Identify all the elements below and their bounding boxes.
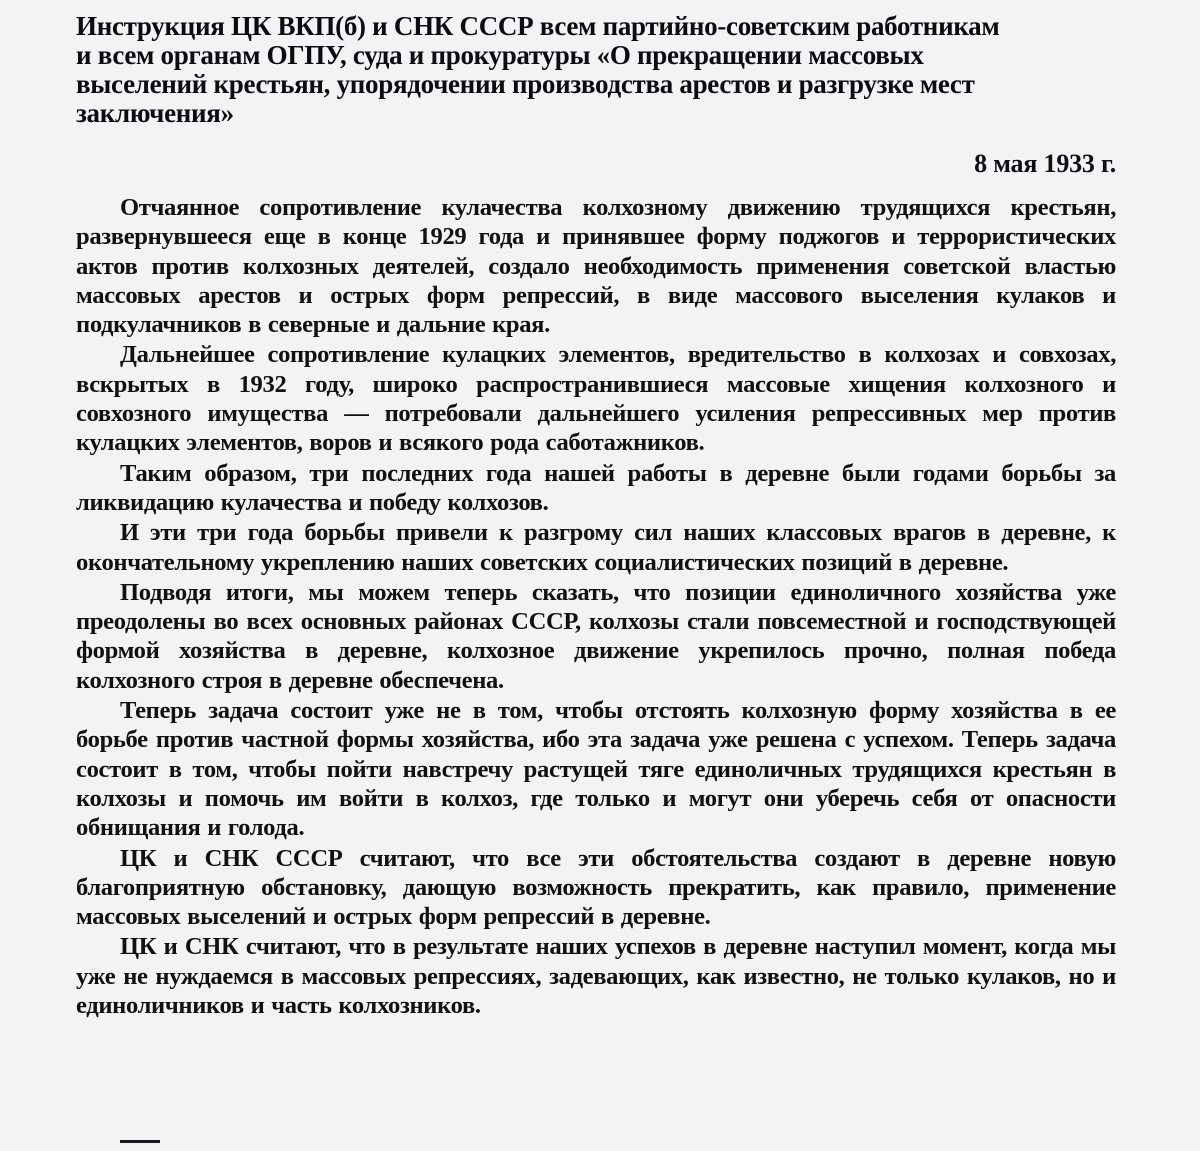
paragraph: Отчаянное сопротивление кулачества колхозному движению трудящихся крестьян, развернувшееся еще в конце 1929 года и принявшее форму поджогов и террористических актов против колхозных деятелей, создало необходимость применения советской властью массовых арестов и острых форм репрессий, в виде массового выселения кулаков и подкулачников в северные и дальние края. [76, 194, 1116, 339]
paragraph: Теперь задача состоит уже не в том, чтобы отстоять колхозную форму хозяйства в ее борьбе против частной формы хозяйства, ибо эта задача уже решена с успехом. Теперь задача состоит в том, чтобы пойти навстречу растущей тяге единоличных трудящихся крестьян в колхозы и помочь им войти в колхоз, где только и могут они уберечь себя от опасности обнищания и голода. [76, 697, 1116, 842]
paragraph: И эти три года борьбы привели к разгрому сил наших классовых врагов в деревне, к окончательному укреплению наших советских социалистических позиций в деревне. [76, 519, 1116, 576]
document-body [76, 193, 1116, 1020]
document-page [76, 12, 1116, 1020]
document-date: 8 мая 1933 г. [974, 149, 1116, 178]
paragraph: Подводя итоги, мы можем теперь сказать, что позиции единоличного хозяйства уже преодолены во всех основных районах СССР, колхозы стали повсеместной и господствующей формой хозяйства в деревне, колхозное движение укрепилось прочно, полная победа колхозного строя в деревне обеспечена. [76, 578, 1116, 694]
document-title: Инструкция ЦК ВКП(б) и СНК СССР всем партийно-советским работникам и всем органам ОГПУ, суда и прокуратуры «О прекращении массовых выселений крестьян, упорядочении производства арестов и разгрузке мест заключения» [76, 11, 1000, 128]
paragraph: ЦК и СНК считают, что в результате наших успехов в деревне наступил момент, когда мы уже не нуждаемся в массовых репрессиях, задевающих, как известно, не только кулаков, но и единоличников и часть колхозников. [76, 933, 1116, 1020]
paragraph: Таким образом, три последних года нашей работы в деревне были годами борьбы за ликвидацию кулачества и победу колхозов. [76, 459, 1116, 516]
paragraph: Дальнейшее сопротивление кулацких элементов, вредительство в колхозах и совхозах, вскрытых в 1932 году, широко распространившиеся массовые хищения колхозного и совхозного имущества — потребовали дальнейшего усиления репрессивных мер против кулацких элементов, воров и всякого рода саботажников. [76, 341, 1116, 457]
truncated-next-line [120, 1140, 160, 1151]
paragraph: ЦК и СНК СССР считают, что все эти обстоятельства создают в деревне новую благоприятную обстановку, дающую возможность прекратить, как правило, применение массовых выселений и острых форм репрессий в деревне. [76, 844, 1116, 931]
